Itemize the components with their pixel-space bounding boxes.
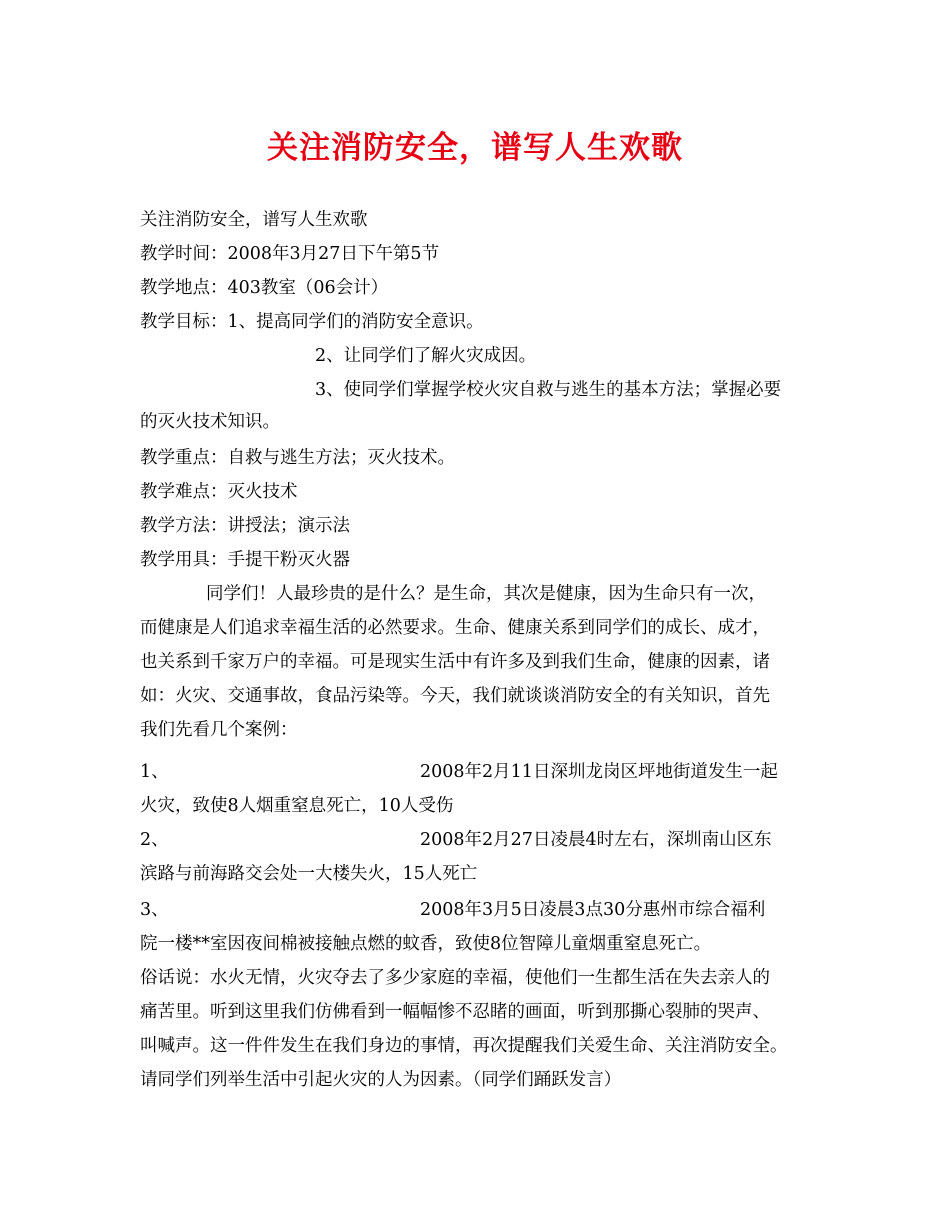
key-points: 教学重点：自救与逃生方法；灭火技术。	[140, 448, 455, 468]
intro-line-4: 如：火灾、交通事故，食品污染等。今天，我们就谈谈消防安全的有关知识，首先	[140, 686, 770, 706]
case-2-number: 2、	[140, 830, 169, 850]
case-3-number: 3、	[140, 900, 169, 920]
teaching-methods: 教学方法：讲授法；演示法	[140, 516, 350, 536]
intro-line-5: 我们先看几个案例：	[140, 720, 298, 740]
difficulties: 教学难点：灭火技术	[140, 482, 298, 502]
intro-line-3: 也关系到千家万户的幸福。可是现实生活中有许多及到我们生命，健康的因素，诸	[140, 652, 770, 672]
case-3-line-2: 院一楼**室因夜间棉被接触点燃的蚊香，致使8位智障儿童烟重窒息死亡。	[140, 934, 712, 954]
case-1-line-2: 火灾，致使8人烟重窒息死亡，10人受伤	[140, 796, 454, 816]
case-2-line-2: 滨路与前海路交会处一大楼失火，15人死亡	[140, 864, 478, 884]
teaching-goal-1: 教学目标：1、提高同学们的消防安全意识。	[140, 312, 484, 332]
teaching-goal-2: 2、让同学们了解火灾成因。	[315, 346, 537, 366]
intro-line-1: 同学们！人最珍贵的是什么？是生命，其次是健康，因为生命只有一次，	[206, 584, 766, 604]
case-1-number: 1、	[140, 762, 169, 782]
teaching-goal-3: 3、使同学们掌握学校火灾自救与逃生的基本方法；掌握必要	[315, 380, 782, 400]
teaching-place: 教学地点：403教室（06会计）	[140, 278, 389, 298]
intro-line-2: 而健康是人们追求幸福生活的必然要求。生命、健康关系到同学们的成长、成才，	[140, 618, 770, 638]
case-3-line-1: 2008年3月5日凌晨3点30分惠州市综合福利	[420, 900, 766, 920]
closing-line-1: 俗话说：水火无情，火灾夺去了多少家庭的幸福，使他们一生都生活在失去亲人的	[140, 968, 770, 988]
teaching-time: 教学时间：2008年3月27日下午第5节	[140, 244, 440, 264]
subject-line: 关注消防安全，谱写人生欢歌	[140, 210, 368, 230]
closing-line-2: 痛苦里。听到这里我们仿佛看到一幅幅惨不忍睹的画面，听到那撕心裂肺的哭声、	[140, 1002, 770, 1022]
teaching-tools: 教学用具：手提干粉灭火器	[140, 550, 350, 570]
closing-line-3: 叫喊声。这一件件发生在我们身边的事情，再次提醒我们关爱生命、关注消防安全。	[140, 1036, 788, 1056]
case-1-line-1: 2008年2月11日深圳龙岗区坪地街道发生一起	[420, 762, 778, 782]
closing-line-4: 请同学们列举生活中引起火灾的人为因素。（同学们踊跃发言）	[140, 1070, 622, 1090]
teaching-goal-3-cont: 的灭火技术知识。	[140, 412, 280, 432]
document-title: 关注消防安全，谱写人生欢歌	[267, 130, 683, 166]
case-2-line-1: 2008年2月27日凌晨4时左右，深圳南山区东	[420, 830, 772, 850]
